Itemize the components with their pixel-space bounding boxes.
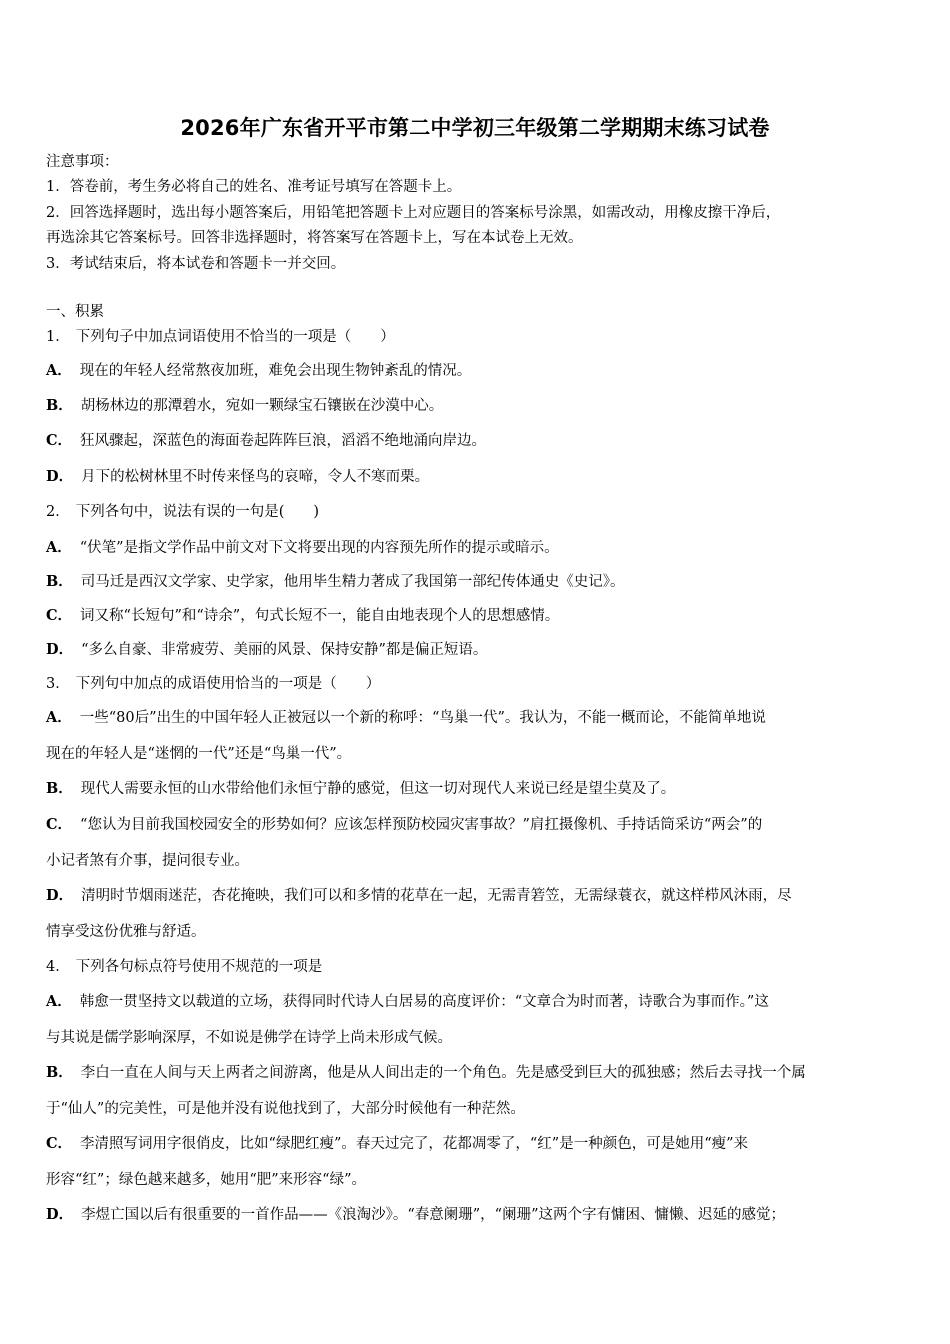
option-text: “多么自豪、非常疲劳、美丽的风景、保持安静”都是偏正短语。 (81, 642, 488, 658)
question-2-stem (46, 502, 916, 522)
question-text: 下列句子中加点词语使用不恰当的一项是（ ） (75, 329, 395, 345)
option-a[interactable] (46, 538, 916, 558)
exam-title: 2026年广东省开平市第二中学初三年级第二学期期末练习试卷 (180, 116, 770, 140)
option-letter: D． (46, 1206, 74, 1223)
option-text: 狂风骤起，深蓝色的海面卷起阵阵巨浪，滔滔不绝地涌向岸边。 (80, 433, 487, 449)
option-letter: A． (46, 362, 72, 379)
option-b[interactable] (46, 572, 916, 592)
option-b[interactable] (46, 396, 916, 416)
option-text: 词又称“长短句”和“诗余”，句式长短不一，能自由地表现个人的思想感情。 (80, 608, 560, 624)
option-continuation: 现在的年轻人是“迷惘的一代”还是“鸟巢一代”。 (46, 746, 352, 762)
option-text: 一些“80后”出生的中国年轻人正被冠以一个新的称呼：“鸟巢一代”。我认为，不能一概而论，不能简单地说 (79, 710, 766, 726)
option-letter: D． (46, 641, 74, 658)
option-letter: B． (46, 1064, 73, 1081)
option-a[interactable] (46, 708, 916, 728)
option-text: “您认为目前我国校园安全的形势如何？应该怎样预防校园灾害事故？”肩扛摄像机、手持话筒采访“两会”的 (80, 817, 763, 833)
option-continuation: 于“仙人”的完美性，可是他并没有说他找到了，大部分时候他有一种茫然。 (46, 1101, 525, 1117)
option-c[interactable] (46, 815, 916, 835)
option-text: 韩愈一贯坚持文以载道的立场，获得同时代诗人白居易的高度评价：“文章合为时而著，诗歌合为事而作。”这 (79, 994, 769, 1010)
notice-item: 3．考试结束后，将本试卷和答题卡一并交回。 (46, 256, 346, 272)
option-b[interactable] (46, 779, 916, 799)
option-letter: C． (46, 432, 73, 449)
option-text: “伏笔”是指文学作品中前文对下文将要出现的内容预先所作的提示或暗示。 (79, 540, 559, 556)
option-continuation: 小记者煞有介事，提问很专业。 (46, 853, 249, 869)
question-1-stem (46, 327, 916, 347)
section-heading: 一、积累 (46, 304, 104, 320)
option-d[interactable] (46, 1205, 916, 1225)
option-a[interactable] (46, 361, 916, 381)
option-d[interactable] (46, 886, 916, 906)
question-number: 3． (46, 676, 70, 692)
option-a[interactable] (46, 992, 916, 1012)
option-c[interactable] (46, 431, 916, 451)
option-text: 司马迁是西汉文学家、史学家，他用毕生精力著成了我国第一部纪传体通史《史记》。 (80, 574, 625, 590)
option-letter: A． (46, 993, 72, 1010)
option-text: 清明时节烟雨迷茫，杏花掩映，我们可以和多情的花草在一起，无需青箬笠，无需绿蓑衣，就这样栉风沐雨，尽 (81, 888, 792, 904)
option-letter: D． (46, 468, 74, 485)
option-letter: C． (46, 1135, 73, 1152)
option-letter: C． (46, 607, 73, 624)
option-letter: A． (46, 709, 72, 726)
option-text: 月下的松树林里不时传来怪鸟的哀啼，令人不寒而栗。 (81, 469, 430, 485)
notice-item: 再选涂其它答案标号。回答非选择题时，将答案写在答题卡上，写在本试卷上无效。 (46, 230, 583, 246)
notice-item: 1．答卷前，考生务必将自己的姓名、准考证号填写在答题卡上。 (46, 179, 462, 195)
option-d[interactable] (46, 467, 916, 487)
option-c[interactable] (46, 1134, 916, 1154)
option-text: 胡杨林边的那潭碧水，宛如一颗绿宝石镶嵌在沙漠中心。 (80, 398, 444, 414)
option-d[interactable] (46, 640, 916, 660)
notice-heading: 注意事项： (46, 154, 119, 170)
notice-item: 2．回答选择题时，选出每小题答案后，用铅笔把答题卡上对应题目的答案标号涂黑，如需改动，用橡皮擦干净后， (46, 205, 781, 221)
option-text: 李白一直在人间与天上两者之间游离，他是从人间出走的一个角色。先是感受到巨大的孤独感；然后去寻找一个属 (80, 1065, 806, 1081)
option-text: 现代人需要永恒的山水带给他们永恒宁静的感觉，但这一切对现代人来说已经是望尘莫及了。 (80, 781, 676, 797)
question-number: 2． (46, 504, 70, 520)
question-text: 下列各句中，说法有误的一句是( ) (75, 504, 320, 520)
option-letter: B． (46, 573, 73, 590)
question-number: 1． (46, 329, 70, 345)
option-continuation: 形容“红”；绿色越来越多，她用“肥”来形容“绿”。 (46, 1172, 366, 1188)
question-4-stem (46, 957, 916, 977)
option-text: 李煜亡国以后有很重要的一首作品——《浪淘沙》。“春意阑珊”，“阑珊”这两个字有慵困、慵懒、迟延的感觉； (81, 1207, 785, 1223)
option-letter: B． (46, 780, 73, 797)
option-continuation: 与其说是儒学影响深厚，不如说是佛学在诗学上尚未形成气候。 (46, 1030, 452, 1046)
option-letter: D． (46, 887, 74, 904)
option-letter: C． (46, 816, 73, 833)
option-letter: A． (46, 539, 72, 556)
option-continuation: 情享受这份优雅与舒适。 (46, 924, 206, 940)
question-3-stem (46, 674, 916, 694)
option-text: 李清照写词用字很俏皮，比如“绿肥红瘦”。春天过完了，花都凋零了，“红”是一种颜色，可是她用“瘦”来 (80, 1136, 749, 1152)
option-b[interactable] (46, 1063, 916, 1083)
question-text: 下列各句标点符号使用不规范的一项是 (75, 959, 323, 975)
option-text: 现在的年轻人经常熬夜加班，难免会出现生物钟紊乱的情况。 (79, 363, 472, 379)
question-text: 下列句中加点的成语使用恰当的一项是（ ） (75, 676, 381, 692)
option-c[interactable] (46, 606, 916, 626)
option-letter: B． (46, 397, 73, 414)
question-number: 4． (46, 959, 70, 975)
